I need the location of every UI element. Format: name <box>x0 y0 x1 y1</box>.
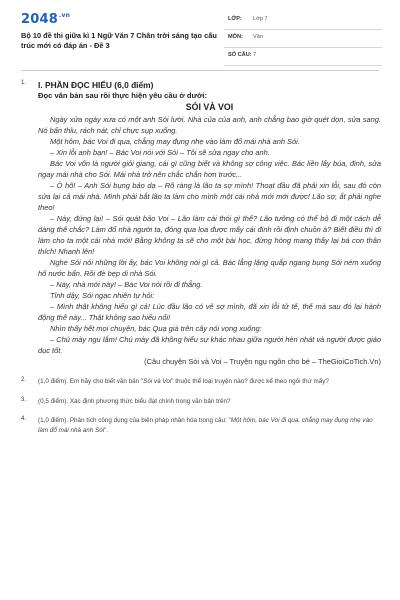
exam-title: Bộ 10 đề thi giữa kì 1 Ngữ Văn 7 Chân trời sáng tạo cấu trúc mới có đáp án - Đề 3 <box>21 31 217 50</box>
question-points: (1,0 điểm). <box>38 417 69 424</box>
story-paragraph: – Chú mày ngu lắm! Chú mày đã không hiểu sự khác nhau giữa người hèn nhát và người được giáo dục tốt. <box>38 335 381 355</box>
logo-suffix: .vn <box>58 12 71 19</box>
meta-row-subject <box>224 30 382 48</box>
question-text-post: ". <box>104 426 109 434</box>
story-paragraph: – Ô hô! – Anh Sói bụng bảo dạ – Rõ ràng là lão ta sợ mình! Thoạt đầu đã phải xin lỗi, sau đó còn sửa lại cả mái nhà. Mình phải bắt lão ta làm cho mình một cái nhà mới mới được! Lão sợ, ắt phải nghe theo! <box>38 181 381 212</box>
header-divider <box>21 70 379 71</box>
instruction: Đọc văn bản sau rồi thực hiện yêu cầu ở dưới: <box>38 91 208 100</box>
meta-row-class <box>224 12 382 30</box>
story-paragraph: Tỉnh dậy, Sói ngạc nhiên tự hỏi: <box>50 291 155 300</box>
meta-value: 7 <box>253 52 257 58</box>
logo-text: 2048 <box>21 12 58 27</box>
question-number: 2. <box>21 377 27 383</box>
story-text <box>38 114 381 367</box>
question-number: 4. <box>21 416 27 422</box>
header <box>0 0 400 68</box>
story-paragraph: Một hôm, bác Voi đi qua, chẳng may đụng nhẹ vào làm đổ mái nhà anh Sói. <box>50 137 300 146</box>
question-number: 3. <box>21 396 27 403</box>
question-text <box>38 397 381 407</box>
meta-label: MÔN: <box>228 34 243 40</box>
question-text <box>38 377 381 387</box>
meta-label: LỚP: <box>228 16 242 22</box>
exam-content <box>21 80 381 435</box>
section-heading: I. PHẦN ĐỌC HIỂU (6,0 điểm) <box>38 80 154 90</box>
question-text-pre: Xác định phương thức biểu đạt chính trong văn bản trên? <box>68 397 231 405</box>
question-points: (1,0 điểm). <box>38 378 69 385</box>
question-3 <box>21 397 381 407</box>
question-points: (0,5 điểm). <box>38 397 69 405</box>
story-paragraph: Nghe Sói nói những lời ấy, bác Voi không nói gì cả. Bác lẳng lặng quắp ngang bụng Sói ném xuống hố nước bẩn. Rồi đè bẹp di nhà Sói. <box>38 258 381 278</box>
question-1 <box>21 80 381 367</box>
story-title: SÓI VÀ VOI <box>185 102 234 112</box>
story-paragraph: – Này, đứng lại! – Sói quát bảo Voi – Lão làm cái thói gì thế? Lão tưởng có thể bỏ đi một cách dễ dàng thế chắc? Làm đổ nhà người ta, đóng qua loa được mấy cái đinh rồi định chuồn à? Biết điều thì đi làm cho ta một cái nhà mới! Bằng không ta sẽ cho một bài học, đừng hòng mang thấy lại bá con thân thích! Nhanh lên! <box>38 214 381 256</box>
story-paragraph: Ngày xửa ngày xưa có một anh Sói lười. Nhà của của anh, anh chẳng bao giờ quét dọn, sửa sang. Nó bẩn thỉu, rách nát, chỉ chực sụp xuống. <box>38 115 381 135</box>
story-paragraph: – Xin lỗi anh bạn! – Bác Voi nói với Sói – Tôi sẽ sửa ngay cho anh. <box>50 148 270 157</box>
question-text-post: " thuộc thể loại truyện nào? được kể theo ngôi thứ mấy? <box>171 378 329 385</box>
meta-row-count <box>224 48 382 66</box>
question-2 <box>21 377 381 387</box>
story-paragraph: Nhìn thấy hết mọi chuyện, bác Quạ già trên cây nói vọng xuống: <box>50 324 262 333</box>
question-number: 1. <box>21 80 27 86</box>
question-quote: Sói và Voi <box>143 378 172 385</box>
question-4 <box>21 416 381 435</box>
meta-label: SỐ CÂU: <box>228 52 252 58</box>
site-logo[interactable] <box>21 12 70 27</box>
story-citation: (Câu chuyện Sói và Voi – Truyện ngụ ngôn cho bé – TheGioiCoTich.Vn) <box>144 357 381 366</box>
meta-value: Văn <box>253 34 263 40</box>
question-text <box>38 416 381 435</box>
story-paragraph: Bác Voi vốn là người giỏi giang, cái gì cũng biết và không sợ công việc. Bác liền lấy búa, đinh, sửa ngay mái nhà cho Sói. Mái nhà trở nên chắc chắn hơn trước... <box>38 159 381 179</box>
question-text-pre: Phân tích công dụng của biện pháp nhân hóa trong câu: " <box>68 417 231 424</box>
meta-value: Lớp 7 <box>253 16 268 22</box>
story-paragraph: – Mình thật không hiểu gì cả! Lúc đầu lão có vẻ sợ mình, đã xin lỗi tử tế, thế mà sau đó lại hành động thế này... Thật không sao hiểu nổi! <box>38 302 381 322</box>
story-paragraph: – Này, nhà mới này! – Bác Voi nói rồi đi thẳng. <box>50 280 203 289</box>
question-text-pre: Em hãy cho biết văn bản " <box>68 378 144 385</box>
meta-table <box>224 12 382 66</box>
question-quote: Một hôm, bác Voi đi qua, chẳng may đụng nhẹ vào làm đổ mái nhà anh Sói <box>38 417 373 434</box>
